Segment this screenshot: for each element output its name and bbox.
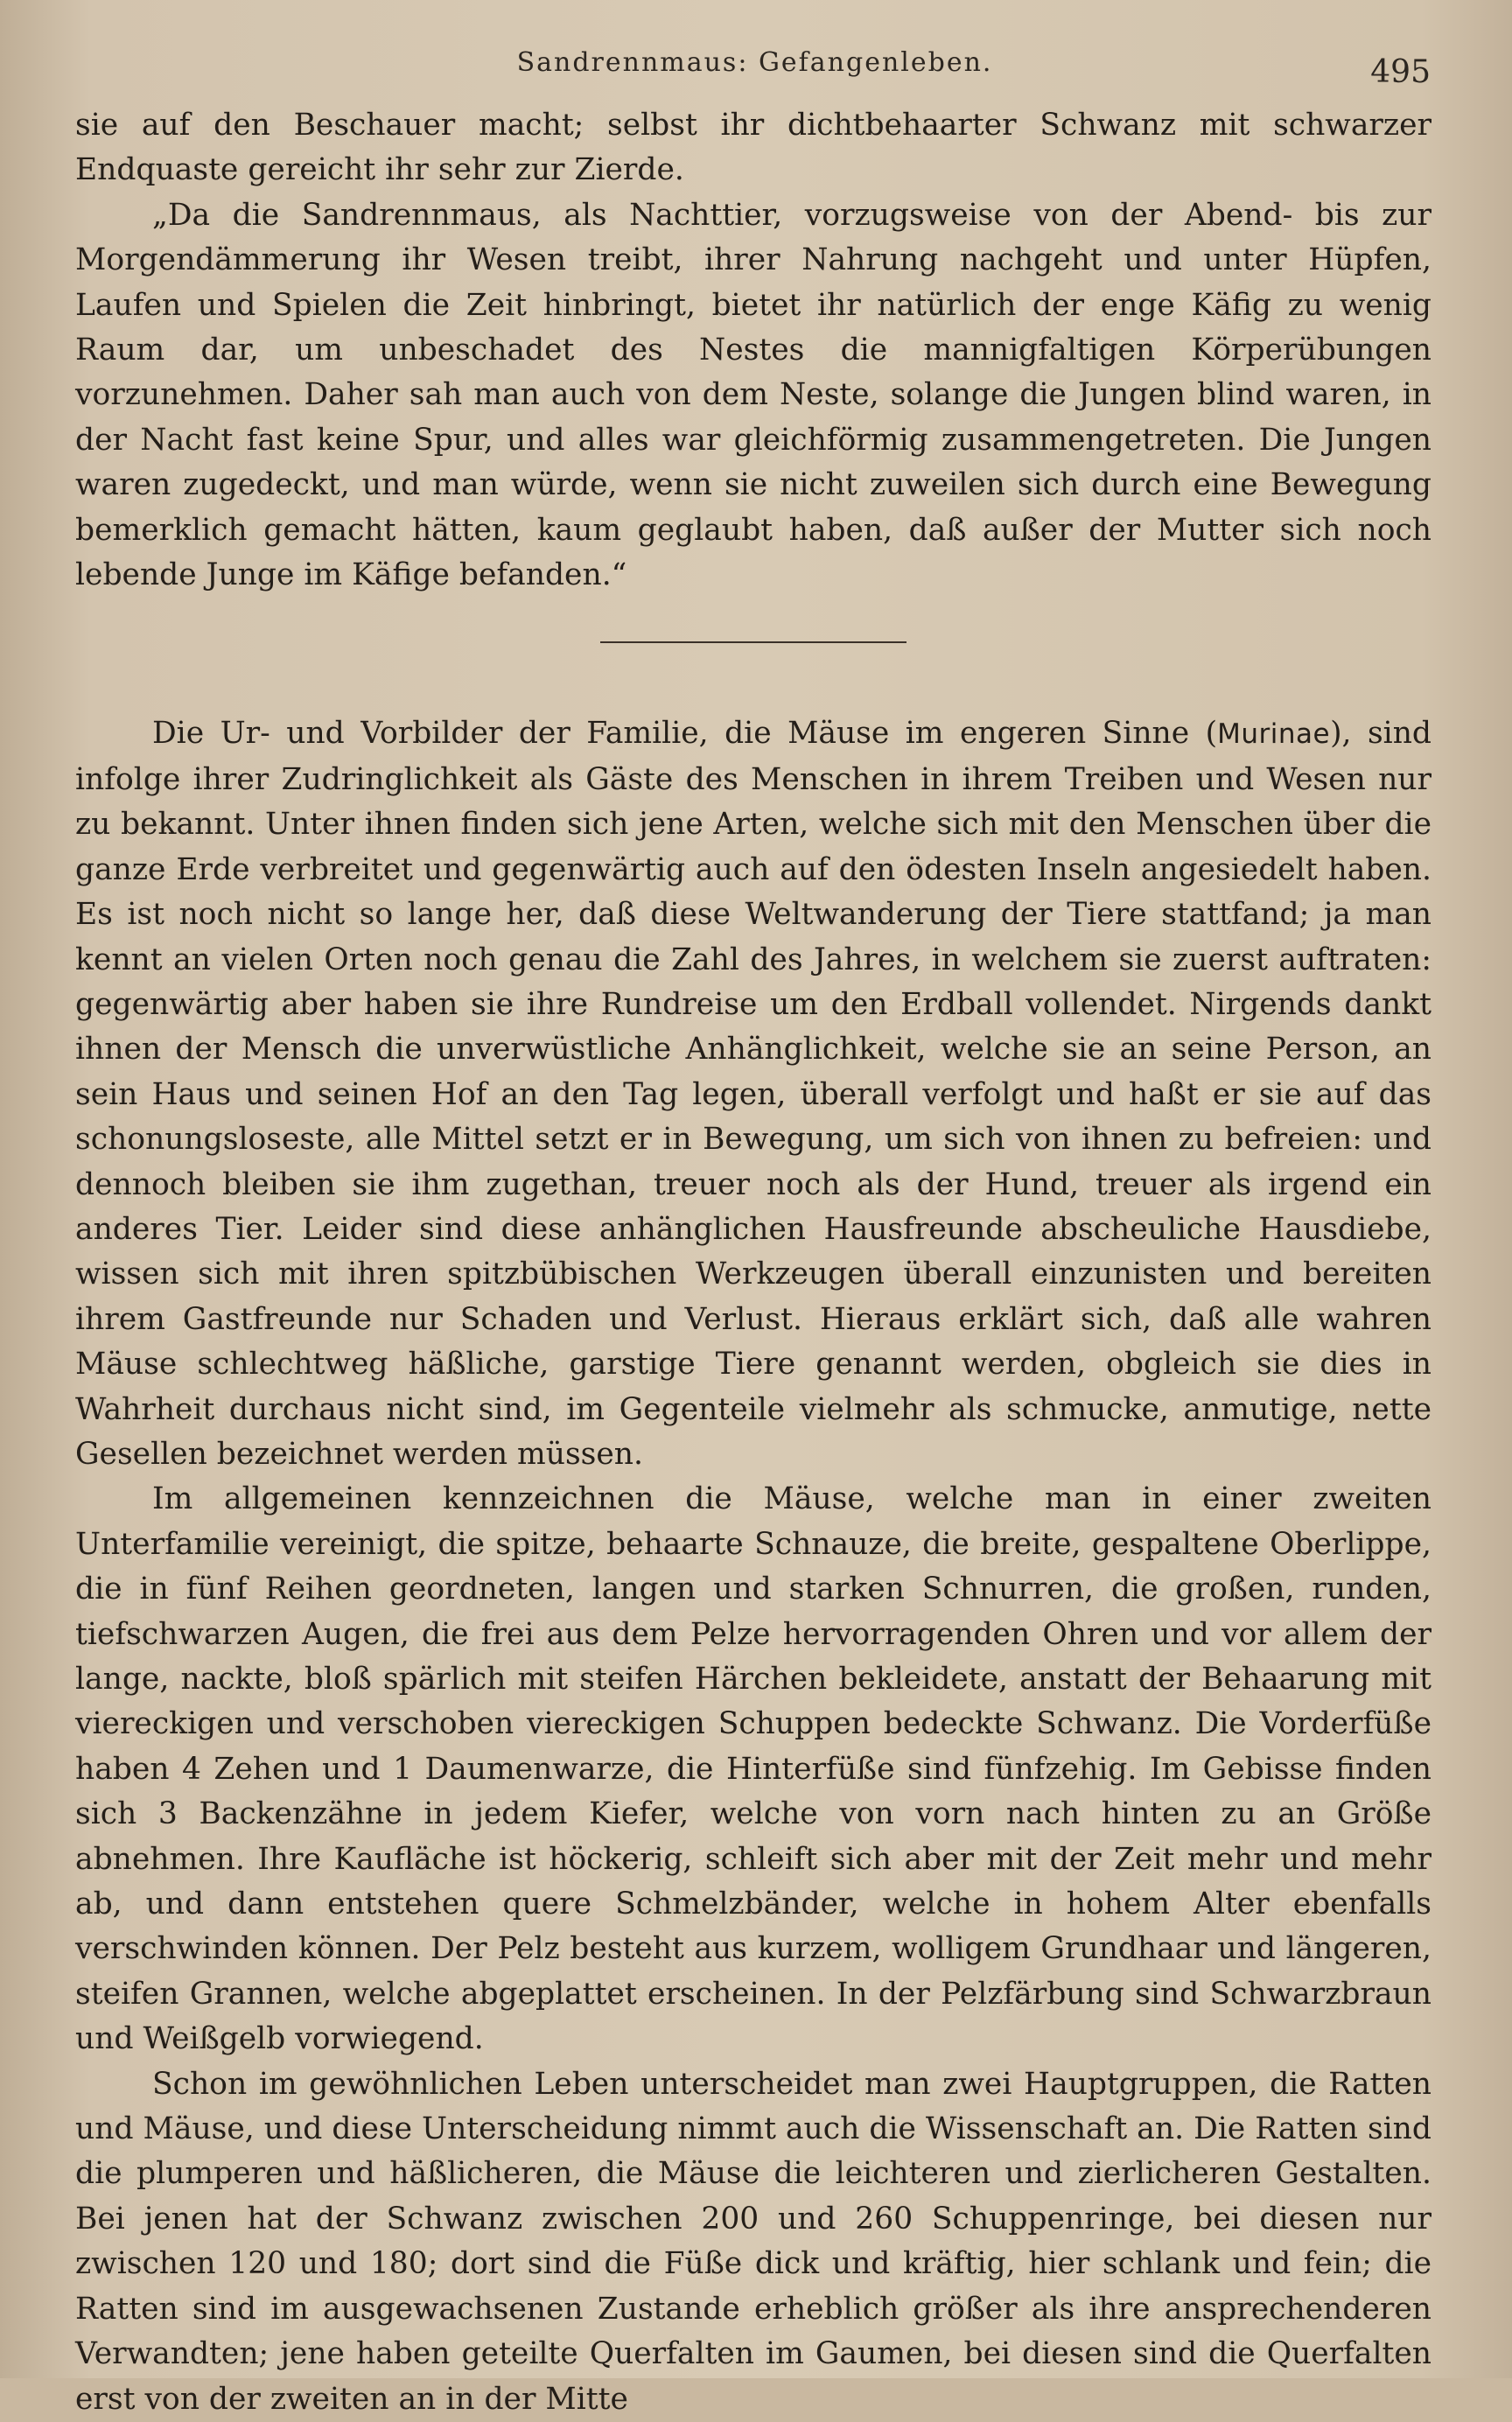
paragraph-characteristics: Im allgemeinen kennzeichnen die Mäuse, welche man in einer zweiten Unterfamilie vereinigt, die spitze, behaarte Schnauze, die breite, gespaltene Oberlippe, die in fünf Reihen geordneten, langen und starken Schnurren, die großen, runden, tiefschwarzen Augen, die frei aus dem Pelze hervorragenden Ohren und vor allem der lange, nackte, bloß spärlich mit steifen Härchen bekleidete, anstatt der Behaarung mit viereckigen und verschoben viereckigen Schuppen bedeckte Schwanz. Die Vorderfüße haben 4 Zehen und 1 Daumenwarze, die Hinterfüße sind fünfzehig. Im Gebisse finden sich 3 Backenzähne in jedem Kiefer, welche von vorn nach hinten zu an Größe abnehmen. Ihre Kaufläche ist höckerig, schleift sich aber mit der Zeit mehr und mehr ab, und dann entstehen quere Schmelzbänder, welche in hohem Alter ebenfalls verschwinden können. Der Pelz besteht aus kurzem, wolligem Grundhaar und längeren, steifen Grannen, welche abgeplattet erscheinen. In der Pelzfärbung sind Schwarzbraun und Weißgelb vorwiegend. bbox=[75, 1481, 1432, 2057]
paragraph-quotation: „Da die Sandrennmaus, als Nachttier, vorzugsweise von der Abend- bis zur Morgendämmerung ihr Wesen treibt, ihrer Nahrung nachgeht und unter Hüpfen, Laufen und Spielen die Zeit hinbringt, bietet ihr natürlich der enge Käfig zu wenig Raum dar, um unbeschadet des Nestes die mannigfaltigen Körperübungen vorzunehmen. Daher sah man auch von dem Neste, solange die Jungen blind waren, in der Nacht fast keine Spur, und alles war gleichförmig zusammengetreten. Die Jungen waren zugedeckt, und man würde, wenn sie nicht zuweilen sich durch eine Bewegung bemerklich gemacht hätten, kaum geglaubt haben, daß außer der Mutter sich noch lebende Junge im Käfige befanden.“ bbox=[75, 197, 1432, 593]
latin-term: Murinae bbox=[1217, 718, 1331, 751]
paragraph-text: Die Ur- und Vorbilder der Familie, die Mäuse im engeren Sinne ( bbox=[152, 716, 1218, 752]
paragraph-rats-and-mice: Schon im gewöhnlichen Leben unterscheidet man zwei Hauptgruppen, die Ratten und Mäuse, und diese Unterscheidung nimmt auch die Wissenschaft an. Die Ratten sind die plumperen und häßlicheren, die Mäuse die leichteren und zierlicheren Gestalten. Bei jenen hat der Schwanz zwischen 200 und 260 Schuppenringe, bei diesen nur zwischen 120 und 180; dort sind die Füße dick und kräftig, hier schlank und fein; die Ratten sind im ausgewachsenen Zustande erheblich größer als ihre ansprechenderen Verwandten; jene haben geteilte Querfalten im Gaumen, bei diesen sind die Querfalten erst von der zweiten an in der Mitte bbox=[75, 2066, 1432, 2417]
page-number: 495 bbox=[1370, 54, 1431, 90]
section-divider bbox=[600, 641, 906, 643]
paragraph-murinae-intro bbox=[75, 711, 1432, 1477]
body-text bbox=[75, 103, 1432, 2422]
running-head bbox=[79, 44, 1431, 96]
paragraph-continuation: sie auf den Beschauer macht; selbst ihr dichtbehaarter Schwanz mit schwarzer Endquaste gereicht ihr sehr zur Zierde. bbox=[75, 108, 1432, 188]
paragraph-text: ), sind infolge ihrer Zudringlichkeit als Gäste des Menschen in ihrem Treiben und Wesen nur zu bekannt. Unter ihnen finden sich jene Arten, welche sich mit den Menschen über die ganze Erde verbreitet und gegenwärtig auch auf den ödesten Inseln angesiedelt haben. Es ist noch nicht so lange her, daß diese Weltwanderung der Tiere stattfand; ja man kennt an vielen Orten noch genau die Zahl des Jahres, in welchem sie zuerst auftraten: gegenwärtig aber haben sie ihre Rundreise um den Erdball vollendet. Nirgends dankt ihnen der Mensch die unverwüstliche Anhänglichkeit, welche sie an seine Person, an sein Haus und seinen Hof an den Tag legen, überall verfolgt und haßt er sie auf das schonungsloseste, alle Mittel setzt er in Bewegung, um sich von ihnen zu befreien: und dennoch bleiben sie ihm zugethan, treuer noch als der Hund, treuer als irgend ein anderes Tier. Leider sind diese anhänglichen Hausfreunde abscheuliche Hausdiebe, wissen sich mit ihren spitzbübischen Werkzeugen überall einzunisten und bereiten ihrem Gastfreunde nur Schaden und Verlust. Hieraus erklärt sich, daß alle wahren Mäuse schlechtweg häßliche, garstige Tiere genannt werden, obgleich sie dies in Wahrheit durchaus nicht sind, im Gegenteile vielmehr als schmucke, anmutige, nette Gesellen bezeichnet werden müssen. bbox=[75, 716, 1432, 1472]
running-title: Sandrennmaus: Gefangenleben. bbox=[516, 47, 993, 78]
